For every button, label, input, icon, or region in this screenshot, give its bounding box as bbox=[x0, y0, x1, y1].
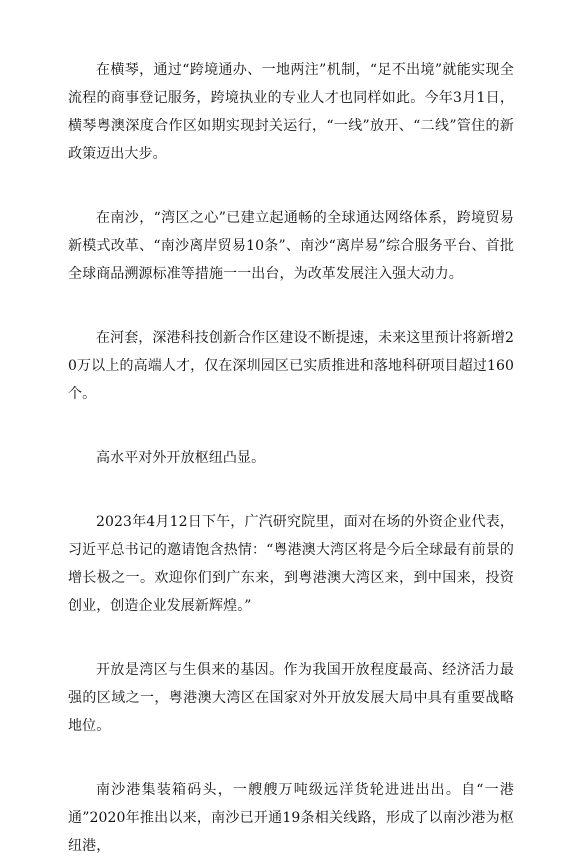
paragraph-hub-heading: 高水平对外开放枢纽凸显。 bbox=[96, 450, 266, 466]
paragraph-hetao: 在河套，深港科技创新合作区建设不断提速，未来这里预计将新增20万以上的高端人才，仅在深圳园区已实质推进和落地科研项目超过160个。 bbox=[68, 330, 514, 402]
article-body bbox=[68, 56, 514, 860]
paragraph-invitation-quote: 2023年4月12日下午，广汽研究院里，面对在场的外资企业代表，习近平总书记的邀请饱含热情：“粤港澳大湾区将是今后全球最有前景的增长极之一。欢迎你们到广东来，到粤港澳大湾区来，到中国来，投资创业，创造企业发展新辉煌。” bbox=[68, 514, 514, 614]
paragraph-nansha-port: 南沙港集装箱码头，一艘艘万吨级远洋货轮进进出出。自“一港通”2020年推出以来，南沙已开通19条相关线路，形成了以南沙港为枢纽港， bbox=[68, 782, 514, 854]
paragraph-nansha: 在南沙，“湾区之心”已建立起通畅的全球通达网络体系，跨境贸易新模式改革、“南沙离岸贸易10条”、南沙“离岸易”综合服务平台、首批全球商品溯源标准等措施一一出台，为改革发展注入强大动力。 bbox=[68, 210, 514, 282]
paragraph-openness-gene: 开放是湾区与生俱来的基因。作为我国开放程度最高、经济活力最强的区域之一，粤港澳大湾区在国家对外开放发展大局中具有重要战略地位。 bbox=[68, 662, 514, 734]
paragraph-hengqin: 在横琴，通过“跨境通办、一地两注”机制，“足不出境”就能实现全流程的商事登记服务，跨境执业的专业人才也同样如此。今年3月1日，横琴粤澳深度合作区如期实现封关运行，“一线”放开、“二线”管住的新政策迈出大步。 bbox=[68, 62, 514, 162]
